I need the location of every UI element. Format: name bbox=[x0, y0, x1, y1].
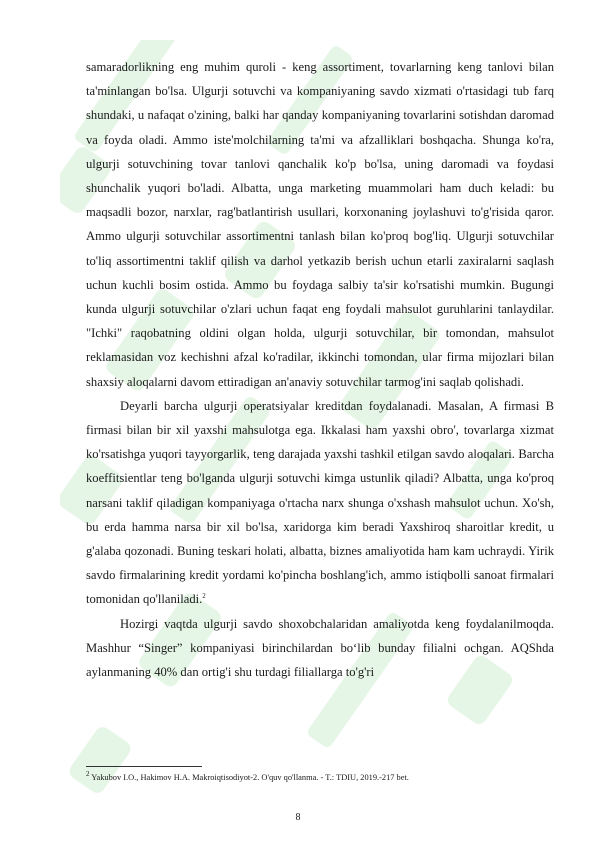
page-number: 8 bbox=[295, 812, 301, 823]
document-body bbox=[86, 55, 554, 684]
paragraph-2 bbox=[86, 394, 554, 612]
paragraph-1 bbox=[86, 55, 554, 394]
paragraph-3 bbox=[86, 612, 554, 685]
paragraph-2-text: Deyarli barcha ulgurji operatsiyalar kreditdan foydalanadi. Masalan, A firmasi B firmasi bilan bir xil yaxshi mahsulotga ega. Ikkalasi ham yaxshi obro', tovarlarga xizmat ko'rsatishga yuqori tayyorgarlik, teng darajada yaxshi tashkil etilgan savdo aloqalari. Barcha koeffitsientlar teng bo'lganda ulgurji sotuvchi kimga ustunlik qiladi? Albatta, unga ko'proq narsani taklif qiladigan kompaniyaga o'rtacha narx shunga o'xshash mahsulot uchun. Xo'sh, bu erda hamma narsa bir xil bo'lsa, xaridorga kim beradi Yaxshiroq sharoitlar kredit, u g'alaba qozonadi. Buning teskari holati, albatta, biznes amaliyotida ham kam uchraydi. Yirik savdo firmalarining kredit yordami ko'pincha boshlang'ich, ammo istiqbolli sanoat firmalari tomonidan qo'llaniladi. bbox=[86, 398, 554, 607]
footnote bbox=[86, 772, 554, 784]
footnote-reference[interactable]: 2 bbox=[202, 592, 206, 601]
paragraph-3-text: Hozirgi vaqtda ulgurji savdo shoxobchalaridan amaliyotda keng foydalanilmoqda. Mashhur “Singer” kompaniyasi birinchilardan bo‘lib bunday filialni ochgan. AQShda aylanmaning 40% dan ortig'i shu turdagi filiallarga to'g'ri bbox=[86, 616, 554, 680]
footnote-divider bbox=[86, 766, 202, 767]
paragraph-1-text: samaradorlikning eng muhim quroli - keng assortiment, tovarlarning keng tanlovi bilan ta'minlangan bo'lsa. Ulgurji sotuvchi va kompaniyaning savdo xizmati o'rtasidagi tub farq shundaki, u nafaqat o'zining, balki har qanday kompaniyaning tovarlarini sotishdan daromad va foyda oladi. Ammo iste'molchilarning ta'mi va afzalliklari boshqacha. Shunga ko'ra, ulgurji sotuvchining tovar tanlovi qanchalik ko'p bo'lsa, uning daromadi va foydasi shunchalik yuqori bo'ladi. Albatta, unga marketing muammolari ham duch keladi: bu maqsadli bozor, narxlar, rag'batlantirish usullari, korxonaning joylashuvi to'g'risida qaror. Ammo ulgurji sotuvchilar assortimentni tanlash bilan ko'proq bog'liq. Ulgurji sotuvchilar to'liq assortimentni taklif qilish va darhol yetkazib berish uchun etarli zaxiralarni saqlash uchun kuchli bosim ostida. Ammo bu foydaga salbiy ta'sir ko'rsatishi mumkin. Bugungi kunda ulgurji sotuvchilar o'zlari uchun faqat eng foydali mahsulot guruhlarini tanlaydilar. "Ichki" raqobatning oldini olgan holda, ulgurji sotuvchilar, bir tomondan, mahsulot reklamasidan voz kechishni afzal ko'radilar, ikkinchi tomondan, ular firma mijozlari bilan shaxsiy aloqalarni davom ettiradigan an'anaviy sotuvchilar tarmog'ini saqlab qolishadi. bbox=[86, 60, 554, 389]
footnote-mark: 2 bbox=[86, 770, 90, 779]
footnote-text: Yakubov I.O., Hakimov H.A. Makroiqtisodiyot-2. O'quv qo'llanma. - T.: TDIU, 2019.-217 bet. bbox=[89, 773, 409, 782]
